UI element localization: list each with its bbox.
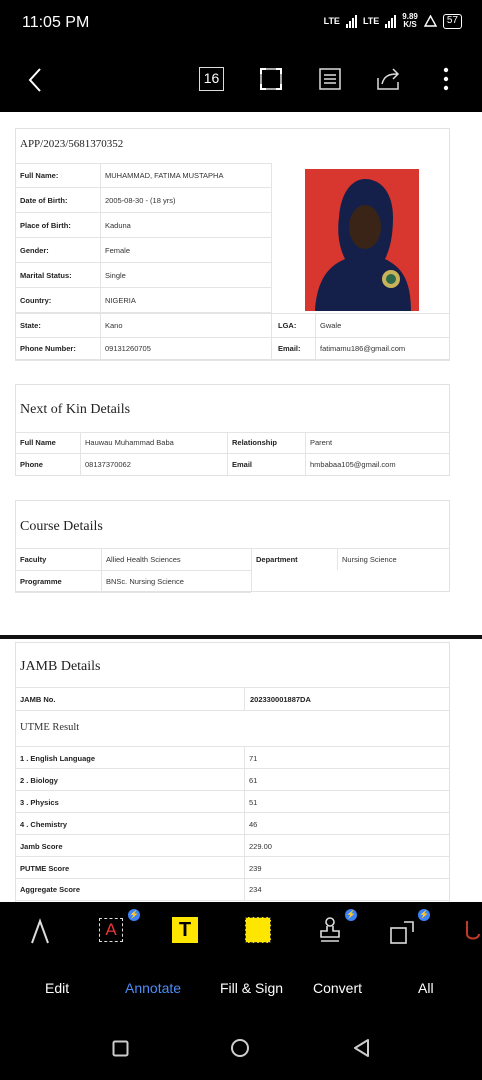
programme-label: Programme: [20, 577, 62, 586]
field-value: MUHAMMAD, FATIMA MUSTAPHA: [105, 171, 224, 180]
annotation-toolbar: [0, 902, 482, 958]
underline-tool-icon[interactable]: [464, 918, 482, 944]
reading-mode-icon[interactable]: [318, 67, 342, 91]
aggregate-score-label: Aggregate Score: [20, 885, 81, 894]
field-value: NIGERIA: [105, 295, 136, 305]
battery-level: 57: [446, 14, 458, 26]
fullscreen-icon[interactable]: [259, 67, 283, 91]
recents-icon[interactable]: [112, 1040, 129, 1057]
faculty-value: Allied Health Sciences: [106, 555, 181, 564]
tab-all[interactable]: All: [418, 980, 434, 996]
state-value: Kano: [105, 321, 123, 330]
result-subject: 1 . English Language: [20, 754, 96, 763]
top-toolbar: [0, 46, 482, 112]
text-box-icon[interactable]: T: [172, 917, 198, 943]
email-label: Email:: [278, 343, 301, 353]
next-of-kin-title: Next of Kin Details: [20, 402, 131, 417]
nok-relationship-value: Parent: [310, 438, 333, 447]
shapes-icon[interactable]: [389, 918, 417, 946]
signal-icon: [346, 14, 357, 28]
result-subject: 2 . Biology: [20, 776, 58, 785]
highlight-area-icon[interactable]: [245, 917, 271, 943]
putme-score-label: PUTME Score: [20, 864, 70, 873]
country-row: [15, 288, 271, 313]
lga-value: Gwale: [320, 321, 342, 330]
lga-label: LGA:: [278, 321, 297, 330]
warning-icon: [424, 15, 437, 27]
faculty-label: Faculty: [20, 555, 47, 564]
network-speed: [402, 13, 418, 29]
page-number-button[interactable]: [199, 67, 224, 91]
field-label: Gender:: [20, 245, 49, 255]
signal-icon: [385, 14, 396, 28]
system-nav-bar: [0, 1022, 482, 1080]
home-icon[interactable]: [230, 1038, 250, 1058]
lte-indicator-1: LTE: [323, 16, 340, 26]
result-score: 46: [249, 820, 258, 829]
back-icon[interactable]: [352, 1038, 370, 1058]
phone-value: 09131260705: [105, 343, 151, 353]
select-text-icon[interactable]: A: [99, 918, 123, 942]
nok-full-name-label: Full Name: [20, 438, 56, 447]
back-arrow-icon[interactable]: [26, 67, 44, 93]
department-label: Department: [256, 555, 298, 564]
result-score: 71: [249, 754, 258, 763]
jamb-score-value: 229.00: [249, 842, 272, 851]
share-icon[interactable]: [375, 66, 403, 92]
lte-indicator-2: LTE: [362, 16, 380, 26]
jamb-no-label: JAMB No.: [20, 695, 56, 704]
premium-badge-icon: ⚡: [419, 910, 429, 919]
passport-photo: [305, 169, 419, 311]
department-value: Nursing Science: [342, 555, 397, 564]
phone-label: Phone Number:: [20, 343, 76, 353]
dob-row: [15, 188, 271, 213]
full-name-row: [15, 163, 271, 188]
nok-email-label: Email: [232, 460, 253, 469]
status-bar: [0, 0, 482, 46]
stamp-icon[interactable]: [318, 916, 342, 944]
status-time: 11:05 PM: [22, 14, 90, 31]
email-value: fatimamu186@gmail.com: [320, 343, 406, 353]
result-score: 51: [249, 798, 258, 807]
premium-badge-icon: ⚡: [129, 910, 139, 919]
nok-phone-label: Phone: [20, 460, 43, 469]
premium-badge-icon: ⚡: [346, 910, 356, 919]
nok-email-value: hmbabaa105@gmail.com: [310, 460, 396, 469]
jamb-score-label: Jamb Score: [20, 842, 63, 851]
field-value: 2005-08-30 - (18 yrs): [105, 195, 176, 205]
field-label: Date of Birth:: [20, 195, 68, 205]
page-number: 16: [203, 70, 220, 86]
aggregate-score-value: 234: [249, 885, 262, 894]
nok-relationship-label: Relationship: [232, 438, 278, 447]
field-label: Place of Birth:: [20, 220, 71, 230]
field-value: Kaduna: [105, 220, 131, 230]
tab-edit[interactable]: Edit: [45, 980, 70, 996]
field-label: Full Name:: [20, 171, 59, 180]
tab-annotate[interactable]: Annotate: [125, 980, 182, 996]
place-of-birth-row: [15, 213, 271, 238]
jamb-card: [15, 642, 450, 902]
tab-convert[interactable]: Convert: [313, 980, 363, 996]
status-icons: [324, 13, 462, 29]
network-speed-unit: K/S: [403, 20, 417, 29]
result-score: 61: [249, 776, 258, 785]
nok-full-name-value: Hauwau Muhammad Baba: [85, 438, 174, 447]
document-view[interactable]: [0, 112, 482, 902]
jamb-title: JAMB Details: [20, 659, 101, 674]
application-number: APP/2023/5681370352: [20, 138, 124, 150]
course-title: Course Details: [20, 519, 103, 534]
network-speed-value: 9.89: [402, 12, 418, 21]
gender-row: [15, 238, 271, 263]
more-options-icon[interactable]: [443, 67, 449, 91]
field-value: Female: [105, 245, 131, 255]
state-label: State:: [20, 321, 41, 330]
field-label: Country:: [20, 295, 52, 305]
battery-icon: [443, 14, 462, 29]
tab-fill-sign[interactable]: Fill & Sign: [220, 980, 284, 996]
utme-title: UTME Result: [20, 722, 80, 733]
page-break: [0, 635, 482, 639]
bottom-tabs: [0, 958, 482, 1022]
state-lga-row: [15, 313, 450, 338]
marital-status-row: [15, 263, 271, 288]
jamb-no-value: 202330001887DA: [250, 695, 311, 704]
phone-email-row: [15, 336, 450, 361]
course-card: [15, 500, 450, 592]
field-label: Marital Status:: [20, 270, 72, 280]
pen-tool-icon[interactable]: [29, 918, 51, 944]
putme-score-value: 239: [249, 864, 262, 873]
result-subject: 4 . Chemistry: [20, 820, 68, 829]
field-value: Single: [105, 270, 126, 280]
result-subject: 3 . Physics: [20, 798, 59, 807]
nok-phone-value: 08137370062: [85, 460, 131, 469]
person-silhouette-icon: [305, 169, 419, 311]
programme-value: BNSc. Nursing Science: [106, 577, 184, 586]
